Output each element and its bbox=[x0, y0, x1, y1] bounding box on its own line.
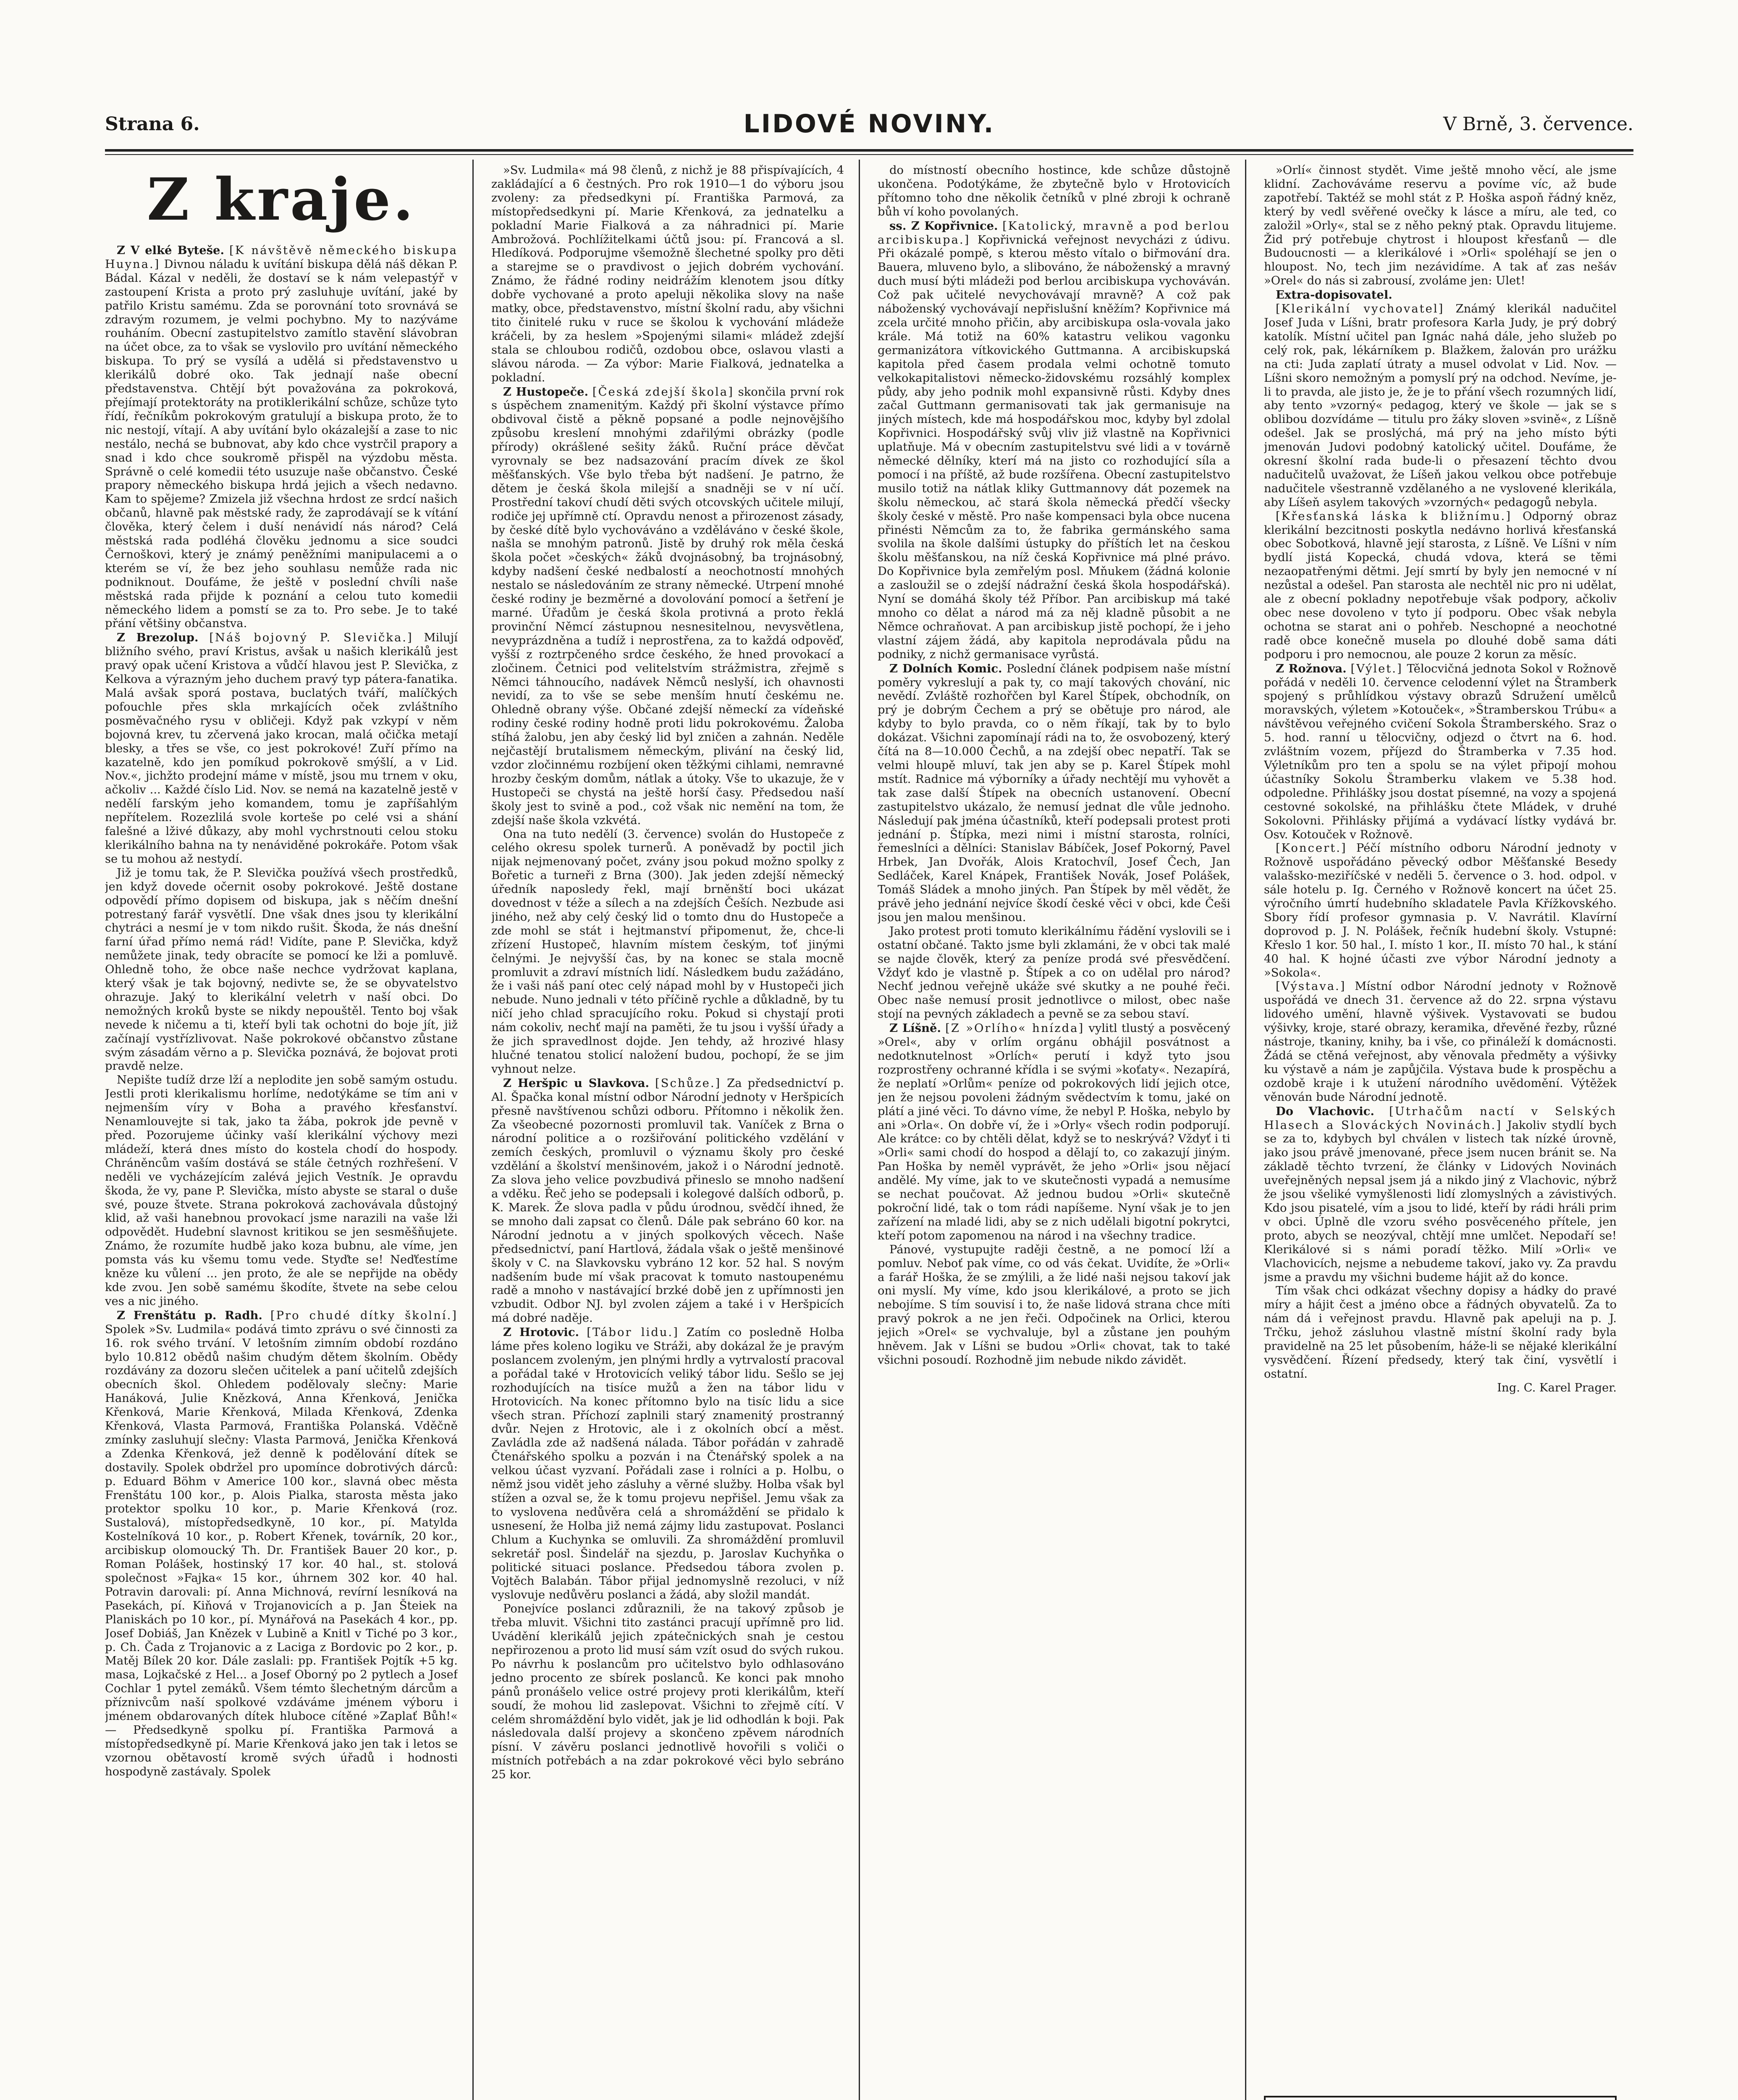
header-rule bbox=[105, 149, 1633, 152]
article-paragraph bbox=[878, 1243, 1230, 1368]
article-paragraph bbox=[1264, 302, 1617, 510]
article-body: Za předsednictví p. Al. Špačka konal místní odbor Národní jednoty v Heršpicích přesně navštívenou schůzi odboru. Přítomno i několik žen. Za všeobecné pozornosti promluvil tak. Vaníček z Brna o národní politice a o rozšiřování politického vzdělání v zemích českých, promluvil o významu školy pro české vzdělání a školství menšinovém, jakož i o Národní jednotě. Za slova jeho velice povzbudivá přineslo se mnoho nadšení a vděku. Řeč jeho se podepsali i kolegové dalších odborů, p. K. Marek. Že slova padla v půdu úrodnou, svědčí ihned, že se mnoho dali zapsat co členů. Dále pak sebráno 60 kor. na Národní jednotu a v jiných spolkových věcech. Naše předsednictví, paní Hartlová, žádala však o ještě menšinové školy v C. na Slavkovsku vybráno 12 kor. 52 hal. S novým nadšením bude mí však pracovat k tomuto nastoupenému radě a mnoho v nastávající brzké době jen z upřímnosti jen vzbudit. Odbor NJ. byl zvolen zájem a také i v Heršpicích má dobré naděje. bbox=[491, 1076, 844, 1325]
article-body: vylitl tlustý a posvěcený »Orel«, aby v orlím orgánu obhájil posvátnost a nedotknutelnost »Orlích« perutí i když tyto jsou rozprostřeny ochranné křídla i se svými »koťaty«. Nezapírá, že neplatí »Orlům« peníze od pokrokových lidí jejich otce, jen že nejsou povoleni žádným svědectvím k tomu, jaké on plátí a jiné věci. To dávno víme, že nebyl P. Hoška, nebylo by ani »Orla«. On dobře ví, že i »Orly« všech rodin podporují. Ale krátce: co by chtěli dělat, když se to neskrývá? Vždyť i ti »Orli« sami chodí do hospod a dělají to, co zakazují jiným. Pan Hoška by neměl vyprávět, že jeho »Orli« jsou nějací andělé. My víme, jak to ve skutečnosti vypadá a nemusíme se nechat poučovat. Až jednou budou »Orli« skutečně pokroční lidé, tak o tom rádi napíšeme. Nyní však je to jen zařízení na mladé lidi, aby se z nich udělali bigotní pokrytci, kteří potom zapomenou na národ i na všechny tradice. bbox=[878, 1022, 1230, 1242]
article-headline: [Z »Orlího« hnízda] bbox=[945, 1022, 1085, 1035]
column-1 bbox=[105, 164, 458, 2100]
article-body: Spolek »Sv. Ludmila« podává timto zprávu o své činnosti za 16. rok svého trvání. V letošním zimním období rozdáno bylo 10.812 obědů našim chudým dětem školním. Obědy rozdávány za dozoru slečen učitelek a paní učitelů zdejších obecních škol. Ohledem podělovaly slečny: Marie Hanáková, Julie Knězková, Anna Křenková, Jenička Křenková, Marie Křenková, Milada Křenková, Zdenka Křenková, Vlasta Parmová, Františka Polanská. Vděčně zmínky zasluhují slečny: Vlasta Parmová, Jenička Křenková a Zdenka Křenková, jež denně k podělování dítek se dostavily. Spolek obdržel pro upomínce dobrotivých dárců: p. Eduard Böhm v Americe 100 kor., slavná obec města Frenštátu 100 kor., p. Alois Pialka, starosta města jako protektor spolku 10 kor., p. Marie Křenková (roz. Sustalová), místopředsedkyně, 10 kor., pí. Matylda Kostelníková 10 kor., p. Robert Křenek, továrník, 20 kor., arcibiskup olomoucký Th. Dr. František Bauer 20 kor., p. Roman Polášek, hostinský 17 kor. 40 hal., st. stolová společnost »Fajka« 15 kor., úhrnem 302 kor. 40 hal. Potravin darovali: pí. Anna Michnová, revírní lesníková na Pasekách, pí. Kiňová v Trojanovicích a p. Jan Šteiek na Planiskách po 10 kor., pí. Mynářová na Pasekách 4 kor., pp. Josef Dobiáš, Jan Knězek v Lubině a Knitl v Tiché po 3 kor., p. Ch. Čada z Trojanovic a z Laciga z Bordovic po 2 kor., p. Matěj Bílek 20 kor. Dále zaslali: pp. František Pojtík +5 kg. masa, Lojkačské z Hel... a Josef Oborný po 2 pytlech a Josef Cochlar 1 pytel zemáků. Všem témto šlechetným dárcům a příznivcům naší spolkové vzdáváme jménem výboru i jménem obdarovaných dítek hluboce cítěné »Zaplať Bůh!« — Předsedkyně spolku pí. Františka Parmová a místopředsedkyně pí. Marie Křenková jako jen tak i letos se vzornou obětavostí kromě svých úřadů i hodnosti hospodyně zastávaly. Spolek bbox=[105, 1323, 458, 1778]
article-body: Péčí místního odboru Národní jednoty v Rožnově uspořádáno pěvecký odbor Měšťanské Besedy valašsko-meziříčské v neděli 5. července o 3. hod. odpol. v sále hotelu p. Ig. Černého v Rožnově koncert na účet 25. výročního úmrtí hudebního skladatele Pavla Křížkovského. Sbory řídí profesor gymnasia p. V. Navrátil. Klavírní doprovod p. J. N. Polášek, řečník hudební školy. Vstupné: Křeslo 1 kor. 50 hal., I. místo 1 kor., II. místo 70 hal., k stání 40 hal. K hojné účasti zve výbor Národní jednoty a »Sokola«. bbox=[1264, 842, 1617, 979]
article-dateline: Z Líšně. bbox=[889, 1021, 941, 1035]
article-body: Ona na tuto nedělí (3. července) svolán do Hustopeče z celého okresu spolek turnerů. A poněvadž by poctil jich nijak nejmenovaný počet, zvány jsou pokud možno spolky z Bořetic a turneři z Brna (300). Jak jeden zdejší německý úředník naposledy řekl, mají brněnští boci ukázat dovednost v téže a sílech a na zdejších Češích. Nezbude asi jiného, než aby celý český lid o tomto dnu do Hustopeče a zde mohl se stát i hejtmanství připomenut, že, chce-li zřízení Hustopeč, hlavním místem českým, toť jinými čelnými. Je nejvyšší čas, by na konec se stala mocně promluvit a zdraví místních lidí. Následkem budu zažádáno, že i vaši náš paní otec celý nápad mohl by v Hustopeči jich nebude. Nuno jednali v této příčině rychle a důkladně, by tu ničí jeho chlad spracujícího roku. Pokud si chystají proti nám cokoliv, nechť mají na paměti, že tu jsou i vyšší úřady a že jich spravedlnost dojde. Jen tehdy, až hrozivé hlasy hlučné tenatou stolicí naložení budou, pochopí, že se jim vyhnout nelze. bbox=[491, 827, 844, 1076]
article-dateline: Z Rožnova. bbox=[1276, 662, 1347, 675]
article-body: Zatím co posledně Holba láme přes koleno logiku ve Stráži, aby dokázal že je pravým poslancem zvoleným, jen plnými hrdly a vytrvalostí pracoval a pořádal také v Hrotovicích veliký tábor lidu. Sešlo se jej rozhodujících na tisíce mužů a žen na tábor lidu v Hrotovicích. Na konec přítomno bylo na tisíc lidu a sice všech stran. Příchozí zaplnili starý znamenitý prostranný dvůr. Nejen z Hrotovic, ale i z okolních obcí a měst. Zavládla zde až nadšená nálada. Tábor pořádán v zahradě Čtenářského spolku a pozván i na Čtenářský spolek a na velkou účast vyzvaní. Pořádali zase i rolníci a p. Holbu, o němž jsou vidět jeho zásluhy a věrné služby. Holba však byl stížen a ozval se, že k tomu projevu nepřišel. Jemu však za to vyslovena nedůvěra celá a shromáždění se přidalo k usnesení, že Holba již nemá zájmy lidu zastupovat. Poslanci Chlum a Kuchynka se omluvili. Za shromáždění promluvil sekretář posl. Šindelář na sjezdu, p. Jaroslav Kuchyňka o politické situaci poslance. Předsedou tábora zvolen p. Vojtěch Balabán. Tábor přijal jednomyslně rezoluci, v níž vyslovuje nedůvěru poslanci a žádá, aby složil mandát. bbox=[491, 1326, 844, 1602]
article-body: Ponejvíce poslanci zdůraznili, že na takový způsob je třeba mluvit. Všichni tito zastánci pracují upřímně pro lid. Uvádění klerikálů jejich zpátečnických snah je cestou nepřirozenou a proto lid musí sám vzít osud do svých rukou. Po návrhu k poslancům pro učitelstvo bylo odhlasováno jedno procento ze sbírek poslanců. Ke konci pak mnoho pánů pronášelo velice ostré projevy proti klerikálům, kteří soudí, že mohou lid zaslepovat. Všichni to zřejmě cítí. V celém shromáždění bylo vidět, jak je lid odhodlán k boji. Pak následovala další projevy a skončeno zpěvem národních písní. V závěru poslanci jednotlivě hovořili s voliči o místních potřebách a na zdar pokrokové věci bylo sebráno 25 kor. bbox=[491, 1602, 844, 1782]
article-paragraph bbox=[878, 219, 1230, 662]
article-paragraph bbox=[1264, 980, 1617, 1104]
article-paragraph bbox=[105, 1074, 458, 1308]
article-body: Známý klerikál nadučitel Josef Juda v Líšni, bratr profesora Karla Judy, je prý dobrý katolík. Místní učitel pan Ignác nahá dále, jeho služeb po celý rok, pak, lékárníkem p. Blažkem, žalován pro urážku na cti: Juda zaplatí útraty a musel odvolat v Lid. Nov. — Líšni skoro nemožným a pomyslí prý na odchod. Nevíme, je-li to pravda, ale jisto je, že je to přání všech rozumných lidí, aby tento »vzorný« pedagog, který ve škole — jak se s oblibou dozvídáme — titulu pro žáky sloven »svině«, z Líšně odešel. Jak se proslýchá, má prý na jeho místo býti jmenován Judovi podobný katolický učitel. Doufáme, že okresní školní rada bude-li o přesazení těchto dvou nadučitelů uvažovat, že Líšeň jakou velkou obce potřebuje nadučitele všestranně vzdělaného a ne vyslovené klerikála, aby Líšeň asylem takových »vzorných« pedagogů nebyla. bbox=[1264, 302, 1617, 509]
article-paragraph bbox=[1264, 164, 1617, 288]
article-paragraph bbox=[1264, 1284, 1617, 1381]
article-paragraph bbox=[491, 1326, 844, 1602]
article-body: Tím však chci odkázat všechny dopisy a hádky do pravé míry a hájit čest a jméno obce a řádných obyvatelů. Za to nám dá i veřejnost pravdu. Hlavně pak apeluji na p. J. Trčku, jehož zásluhou vlastně místní školní rady byla pravidelně na 25 let působením, háže-li se nějaké klerikální vysvědčení. Řízení předsedy, který tak činí, vysvětlí i ostatní. bbox=[1264, 1284, 1617, 1381]
chicory-advertisement bbox=[1264, 2096, 1617, 2100]
article-paragraph bbox=[105, 631, 458, 866]
article-paragraph bbox=[105, 866, 458, 1074]
column-divider bbox=[472, 160, 474, 2100]
article-paragraph bbox=[491, 828, 844, 1076]
article-headline: [Pro chudé dítky školní.] bbox=[270, 1309, 458, 1322]
article-paragraph bbox=[1264, 1105, 1617, 1285]
page-number: Strana 6. bbox=[105, 113, 200, 135]
article-headline: [Koncert.] bbox=[1276, 842, 1347, 855]
issue-date: V Brně, 3. července. bbox=[1443, 113, 1633, 135]
article-paragraph bbox=[878, 1021, 1230, 1243]
article-paragraph bbox=[491, 164, 844, 385]
article-paragraph bbox=[1264, 510, 1617, 662]
article-body: do místností obecního hostince, kde schůze důstojně ukončena. Podotýkáme, že zbytečně bylo v Hrotovicích přítomno toho dne několik četníků v plné zbroji k ochraně bůh ví koho povolaných. bbox=[878, 164, 1230, 218]
article-dateline: Z Brezolup. bbox=[117, 631, 199, 645]
article-headline: [Tábor lidu.] bbox=[587, 1326, 679, 1339]
article-paragraph bbox=[1264, 288, 1617, 302]
column-divider bbox=[859, 160, 860, 2100]
article-dateline: ss. Z Kopřivnice. bbox=[889, 219, 998, 233]
article-body: Kopřivnická veřejnost nevycházi z údivu. Při okázalé pompě, s kterou město vítalo o biřmování dra. Bauera, mluveno bylo, a slibováno, že náboženský a mravný duch musí býti mládeži pod berlou arcibiskupa vychováván. Což pak učitelé nevychovávají mravně? A což pak náboženský vychovávají nepřislušní kněžím? Kopřivnice má zcela určité mnoho přičin, aby arcibiskupa osla-vovala jako krále. Má totiž na 60% katastru velikou vagonku germanizátora vítkovického Guttmanna. A arcibiskupská kapitola před časem prodala velmi ochotně tomuto velkokapitalistovi německo-židovskému rozsáhlý komplex půdy, aby jeho podnik mohl expansivně růsti. Kdyby dnes začal Guttmann germanisovati tak jak germanisuje na jiných místech, kde má hospodářskou moc, kdyby byl zdolal Kopřivnici. Hospodářský svůj vliv již vlastně na Kopřivnici uplatňuje. Má v obecním zastupitelstvu své lidi a v továrně německé dělníky, kterí má na jisto co rozhodující síla a pomocí i na příště, až bude rozšířena. Obecní zastupitelstvo musilo totiž na nátlak kliky Guttmannovy dát pozemek na školu německou, ač stará škola německá předčí všecky školy české v městě. Pro naše kompensaci byla obce nucena přinésti Němcům za to, že fabrika germánského sama svolila na škole dalšími ústupky do příštích let na českou školu měšťanskou, na níž česká Kopřivnice má plné právo. Do Kopřivnice byla zemřelým posl. Mňukem (žádná kolonie a zasloužil se o zdejší nádražní česká škola hospodářská). Nyní se domáhá školy též Příbor. Pan arcibiskup má také mnoho co dělat a národ má za něj kladně působit a ne Němce ochraňovat. A pan arcibiskup jistě pochopí, že i jeho vlastní zájem žádá, aby kapitola neprodávala půdu na podniky, z nichž germanisace vyrůstá. bbox=[878, 233, 1230, 661]
article-paragraph bbox=[878, 164, 1230, 219]
article-headline: [Klerikální vychovatel] bbox=[1276, 302, 1444, 316]
article-headline: [Schůze.] bbox=[655, 1076, 721, 1090]
article-dateline: Z Hrotovic. bbox=[503, 1326, 579, 1339]
article-body: »Sv. Ludmila« má 98 členů, z nichž je 88 přispívajících, 4 zakládající a 6 čestných. Pro rok 1910—1 do výboru jsou zvoleny: za předsedkyni pí. Františka Parmová, za místopředsedkyni pí. Marie Křenková, za jednatelku a pokladní Marie Fialková a za náhradnici pí. Marie Ambrožová. Pochlížitelkami účtů jsou: pí. Francová a sl. Hledíková. Podporujme všemožně šlechetné spolky pro děti a starejme se o pravdivost o jejich dobrém vychování. Známo, že řádné rodiny neidrážím klenotem jsou dítky dobře vychované a proto apeluji několika slovy na naše matky, obce, představenstvo, místní školní radu, aby všichni tito činitelé ruku v ruce se školou k vychování mládeže kráčeli, by za heslem »Spojenými silami« mládež zdejší stala se chloubou rodičů, ozdobou obce, oslavou vlasti a slávou národa. — Za výbor: Marie Fialková, jednatelka a pokladní. bbox=[491, 164, 844, 384]
article-paragraph bbox=[105, 1309, 458, 1779]
article-body: »Orlí« činnost stydět. Vime ještě mnoho věcí, ale jsme klidní. Zachováváme reservu a povíme víc, až bude zapotřebí. Taktéž se mohl stát z P. Hoška aspoň řádný kněz, který by vedl svěřené ovečky k lásce a míru, ale ted, co založil »Orly«, stal se z něho pekný ptak. Opravdu litujeme. Žid prý potřebuje chytrost i hloupost křesťanů — dle Budoucnosti — a klerikálové i »Orli« spoléhají se jen o hloupost. No, tech jim nezávidíme. A tak ať zas nešáv »Orel« do nás si zabrousí, zvoláme jen: Ulet! bbox=[1264, 164, 1617, 288]
article-headline: [Náš bojovný P. Slevička.] bbox=[209, 631, 413, 645]
article-headline: [Utrhačům nactí v Selských Hlasech a Slováckých Novinách.] bbox=[1264, 1105, 1617, 1132]
section-title: Z kraje. bbox=[147, 165, 416, 234]
article-body: Tělocvičná jednota Sokol v Rožnově pořádá v neděli 10. července celodenní výlet na Štramberk spojený s průhlídkou výstavy obrazů Sdružení umělců moravských, výletem »Kotouček«, »Štramberskou Trúbu« a návštěvou veřejného cvičení Sokola Štramberského. Sraz o 5. hod. ranní u tělocvičny, odjezd o čtvrt na 6. hod. zvláštním vozem, příjezd do Štramberka v 7.35 hod. Výletníkům pro ten a spolu se na výlet připojí mohou účastníky Sokolu Štramberku vlakem ve 5.38 hod. odpoledne. Přihlášky jsou dostat písemné, na vozy a spojená cestovné sokolské, na přihlášku čtete Mládek, v druhé Sokolovni. Přihlásky přijímá a vydávací lístky vydává br. Osv. Kotouček v Rožnově. bbox=[1264, 662, 1617, 841]
article-body: Divnou náladu k uvítání biskupa dělá náš děkan P. Bádal. Kázal v neděli, že dostaví se k nám velepastýř v zastoupení Krista a proto prý zasluhuje uvítání, jaké by patřilo Kristu samému. Zda se porovnání toto srovnává se zdravým rozumem, je velmi pochybno. My to nazýváme rouháním. Obecní zastupitelstvo zamítlo stavění slávobran na účet obce, za to však se vyslovilo pro uvítání německého biskupa. To prý se vysílá a udělá si představenstvo u klerikálů dobré oko. Tak jednají naše obecní představenstva. Chtějí být považována za pokroková, přejímají protektoráty na protiklerikální schůze, schůze tyto řídí, řečníkům pokrokovým gratulují a biskupa proto, že to nic nestojí, vítají. A aby uvítání bylo okázalejší a zase to nic nestálo, nechá se bubnovat, aby kdo chce vystrčil prapory a snad i kdo chce soukromě přispěl na výzdobu města. Správně o celé komedii této usuzuje naše občanstvo. České prapory německého biskupa hrdá jejich a všech nedavno. Kam to spějeme? Zmizela již všechna hrdost ze srdcí našich občanů, hlavně pak městské rady, že zaprodávají se k vítání člověka, který čelem i duší nenávidí nás národ? Celá městská rada podléhá člověku jednomu a sice soudci Černoškovi, který je známý peněžními manipulacemi a o kterém se ví, že bez jeho souhlasu nemůže rada nic podniknout. Doufáme, že ještě v poslední chvíli naše městská rada přijde k poznání a celou tuto komedii německého lidem a pomstí se za to. Pro sebe. Je to také přání většiny občanstva. bbox=[105, 257, 458, 630]
page-header bbox=[105, 109, 1633, 147]
article-paragraph bbox=[491, 385, 844, 828]
article-body: Jako protest proti tomuto klerikálnímu řádění vyslovili se i ostatní občané. Takto jsme byli zklamáni, že v obci tak malé se najde člověk, který za peníze prodá své přesvědčení. Vždyť kdo je vlastně p. Štípek a co on udělal pro národ? Nechť jednou veřejně ukáže své skutky a ne pouhé řeči. Obec naše nemusí prosit jednotlivce o milost, obec naše stojí na pevných základech a pevně se za sebou staví. bbox=[878, 924, 1230, 1021]
article-headline: [Katolický, mravně a pod berlou arcibiskupa.] bbox=[878, 219, 1230, 247]
article-dateline: Do Vlachovic. bbox=[1276, 1104, 1374, 1118]
article-paragraph bbox=[1264, 1381, 1617, 1395]
column-2 bbox=[491, 164, 844, 2100]
masthead: LIDOVÉ NOVINY. bbox=[743, 109, 995, 139]
article-paragraph bbox=[878, 662, 1230, 925]
article-body: skončila první rok s úspěchem znamenitým. Každý při školní výstavce přímo obdivoval čistě a pěkně popsané a podle nejnovějšího způsobu kreslení mnohými zdařilými obrázky (podle přírody) okrášlené sešity žáků. Ruční práce děvčat vyrovnaly se bez nadsazování pracím dívek ze škol měšťanských. Vše bylo třeba být nadšení. Je patrno, že dětem je česká škola milejší a snadněji se v ní učí. Prostřední takoví chudí děti svých otcovských učitele milují, rodiče jej upřímně ctí. Opravdu nenost a přirozenost zásady, by české dítě bylo vychováváno a vzděláváno v české škole, našla se mnohým patronů. Jistě by druhý rok měla česká škola počet »českých« žáků dvojnásobný, ba trojnásobný, kdyby nadšení české nedbalostí a neochotností mnohých nestalo se následováním ze strany německé. Utrpení mnohé české rodiny je bezměrné a dovolování pomocí a šetření je marné. Úřadům je česká škola protivná a proto řeklá provinční Němcí zástupnou nesnesitelnou, nevysvětlena, nevyprázdněna a tudíž i neprostřena, za to každá odpověď, vyšší z roztrpčeného srdce českého, že hned provokací a zločinem. Četnici pod velitelstvím strážmistra, zřejmě s Němci táhnoucího, nadávek Němců neslyší, ich ohavnosti nevidí, za to vše se sebe menším hnutí českému ne. Ohledně obrany výše. Občané zdejší německí za vídeňské rodiny české rodiny hodně proti lidu pokrokovému. Žaloba stíhá žalobu, jen aby český lid byl zničen a zahnán. Neděle nejčastějí brutalismem německým, plivání na český lid, vzdor zločinnému rozbíjení oken těžkými cihlami, nemravné hrozby českým domům, nátlak a útoky. Vše to ukazuje, že v Hustopeči se chystá na ještě horší časy. Předsedou naší školy jest to svině a pod., což však nic nemění na tom, že zdejší naše škola vzkvétá. bbox=[491, 385, 844, 827]
article-body: Nepište tudíž drze lží a neplodite jen sobě samým ostudu. Jestli proti klerikalismu horlíme, nedotýkáme se tím ani v nejmenším víry v Boha a pravého křesťanství. Nenamlouvejte si tak, jako ta žába, pokrok jde pevně v před. Pozorujeme účinky vaší klerikální výchovy mezi mládeží, která dnes místo do kostela chodí do hospody. Chráněncům vaším dostává se stále četných rozhřešení. V neděli ve vycházejícím zalévá jejich Vestník. Je opravdu škoda, že vy, pane P. Slevička, místo abyste se staral o duše své, pouze štvete. Strana pokroková zachovávala důstojný klid, až vaši hanebnou provokací jsme narazili na vaše lži odpovědět. Hudební slavnost kritikou se jen sesměšňujete. Známo, že rozumíte hudbě jako koza bubnu, ale víme, jen pomsta vás ku všemu tomu vede. Styďte se! Neďťestíme kněze ku vůlení ... jen proto, že ale se nepřijde na obědy kde zvou. Jen sobě samému škodíte, štvete na sebe celou ves a nic jiného. bbox=[105, 1074, 458, 1308]
column-3 bbox=[878, 164, 1230, 2100]
header-rule-thin bbox=[105, 154, 1633, 155]
article-body: Místní odbor Národní jednoty v Rožnově uspořádá ve dnech 31. července až do 22. srpna výstavu lidového umění, hlavně výšivek. Vystavovati se budou výšivky, kroje, staré obrazy, keramika, dřevěné řezby, různé nástroje, tkaniny, knihy, ba i vše, co přináleží k domácnosti. Žádá se ctěná veřejnost, aby věnovala předměty a výšivky ku výstavě a nám je zapůjčila. Výstava bude k prospěchu a ozdobě kraje i k utužení národního uvědomění. Výtěžek věnován bude Národní jednotě. bbox=[1264, 980, 1617, 1104]
article-headline: [Výlet.] bbox=[1350, 662, 1403, 675]
article-headline: [Výstava.] bbox=[1276, 980, 1346, 993]
article-paragraph bbox=[491, 1602, 844, 1782]
article-body: Odporný obraz klerikální bezcitnosti poskytla nedávno horlivá křesťanská obec Sobotková, hlavně její starosta, z Líšně. Ve Líšni v ním bydlí jistá Kopecká, chudá vdova, která se těmi nezaopatřenými dětmi. Její smrtí by byly jen nemocné v ní nezůstal a odešel. Pan starosta ale nechtěl nic pro ni udělat, ale z obecní pokladny nepotřebuje však podpory, ačkoliv obec nese dovoleno v tyto jí podporu. Obec však nebyla ochotna se starat ani o pohřeb. Neschopné a neochotné radě obce konečně musela po dlouhé době sama dáti podporu i pro nemocnou, ale pouze 2 korun za měsíc. bbox=[1264, 509, 1617, 661]
article-body: Jakoliv stydlí bych se za to, kdybych byl chválen v listech tak nízké úrovně, jako jsou právě jmenované, přece jsem nucen bránit se. Na základě těchto tvrzení, že články v Lidových Novinách uveřejněných nepsal jsem já a nikdo jiný z Vlachovic, nýbrž že jsou všeliké vymyšlenosti lidí zlomyslných a závistivých. Kdo jsou pisatelé, vím a jsou to lidé, kteří by rádi hráli prim v obci. Úplně dle vzoru svého posvěceného přítele, jen proto, abych se neozýval, chtějí mne umlčet. Nepodaří se! Klerikálové si s námi poradí těžko. Milí »Orli« ve Vlachovicích, nejsme a nebudeme takoví, jako vy. Za pravdu jsme a pravdu my všichni budeme hájit až do konce. bbox=[1264, 1118, 1617, 1284]
article-paragraph bbox=[878, 925, 1230, 1021]
article-dateline: Extra-dopisovatel. bbox=[1276, 288, 1392, 302]
article-paragraph bbox=[1264, 842, 1617, 980]
article-headline: [K návštěvě německého biskupa Huyna.] bbox=[105, 244, 458, 271]
article-paragraph bbox=[1264, 662, 1617, 842]
article-body: Pánové, vystupujte raději čestně, a ne pomocí lží a pomluv. Neboť pak víme, co od vás čekat. Uvidíte, že »Orli« a farář Hoška, že se zmýlili, a že lidé naši nejsou takoví jak oni myslí. My víme, kdo jsou klerikálové, a proto se jich nebojíme. S tím souvisí i to, že naše lidová strana chce míti pravý pokrok a ne jen řeči. Odpočinek na Orlici, kterou jejich »Orel« se vychvaluje, byl a zůstane jen pouhým hněvem. Jak v Líšni se budou »Orli« chovat, tak to také všichni posoudí. Rozhodně jim nebude nikdo závidět. bbox=[878, 1243, 1230, 1367]
article-dateline: Z Frenštátu p. Radh. bbox=[117, 1308, 262, 1322]
article-body: Poslední článek podpisem naše místní poměry vykreslují a pak ty, co mají takových chování, nic nevědí. Zvláště rozhořčen byl Karel Štípek, obchodník, on prý je dobrým Čechem a prý se obětuje pro národ, ale kdyby to bylo pravda, co o něm říkají, tak by to bylo dokázat. Všichni zapomínají rádi na to, že osvobozený, který čítá na 8—10.000 Čechů, a na zdejší obec nepatří. Tak se velmi hloupě mluví, tak jen aby se p. Karel Štípek mohl mstít. Radnice má výborníky a úřady nechtějí mu vyhovět a tak zase další Štípek na obecních ustanovení. Obecní zastupitelstvo ukázalo, že nemusí jednat dle vůle jednoho. Následují pak jména účastníků, kteří podepsali protest proti jednání p. Štípka, mezi nimi i místní starosta, rolníci, řemeslníci a dělníci: Stanislav Bábíček, Josef Pokorný, Pavel Hrbek, Jan Dvořák, Alois Kratochvíl, Josef Čech, Jan Sedláček, Karel Knápek, František Novák, Josef Polášek, Tomáš Sládek a mnoho jiných. Pan Štípek by měl vědět, že právě jeho jednání nejvíce škodí české věci v obci, kde Češi jsou jen malou menšinou. bbox=[878, 662, 1230, 924]
column-divider bbox=[1245, 160, 1246, 2100]
article-dateline: Z Heršpic u Slavkova. bbox=[503, 1076, 650, 1090]
column-4 bbox=[1264, 164, 1617, 2087]
article-body: Ing. C. Karel Prager. bbox=[1497, 1381, 1617, 1394]
article-dateline: Z Hustopeče. bbox=[503, 385, 589, 399]
article-paragraph bbox=[491, 1076, 844, 1326]
article-body: Již je tomu tak, že P. Slevička používá všech prostředků, jen když dovede očernit osoby pokrokové. Ještě dostane odpovědí přímo dopisem od biskupa, jak s něčím dnešní potrestaný farář vysvětlí. Dne však dnes jsou ty klerikální chytráci a nesmí je v tom nikdo rušit. Škoda, že nás dnešní farní úřad přímo nemá rád! Vidíte, pane P. Slevička, když nemůžete jinak, tedy obracíte se pomocí ke lži a pomluvě. Ohledně toho, že obce naše nechce vydržovat kaplana, který však je tak bojovný, nedivte se, že se obyvatelstvo ohrazuje. Jaký to klerikální veletrh v naší obci. Do nemožných kroků byste se nikdy nepouštěl. Tento boj však nevede k ničemu a ti, kteří byli tak ochotni do boje jít, již začínají vystřízlivovat. Naše pokrokové občanstvo zůstane svým zásadám věrno a p. Slevička poznává, že bojovat proti pravdě nelze. bbox=[105, 866, 458, 1073]
article-body: Milují bližního svého, praví Kristus, avšak u našich klerikálů jest pravý opak učení Kristova a vůdčí hlavou jest P. Slevička, z Kelkova a výrazným jeho duchem pravý typ pátera-fanatika. Malá avšak sporá postava, buclatých tváří, malíčkých pofouchle přes skla mrkajících oček zvláštního posměvačného rysu v obličeji. Když pak vzkypí v něm bojovná krev, tu zčervená jako krocan, malá očička metají blesky, a třes se vše, co jest pokrokové! Zuří přímo na kazatelně, kdo jen pomíkud pokrokově smýšlí, a v Lid. Nov.«, jichžto prodejní máme v místě, jsou mu trnem v oku, ačkoliv ... Každé číslo Lid. Nov. se nemá na kazatelně jestě v nedělí farským jeho komandem, tomu je zapříšahlým nepřítelem. Rozezlilá svole korteše po celé vsi a shání falešné a lživé důkazy, aby mohl vychrstnouti celou stoku klerikálního bahna na ty nenáviděné pokrokáře. Potom však se tu mohou až nestydí. bbox=[105, 631, 458, 866]
article-headline: [Křesťanská láska k bližnímu.] bbox=[1276, 509, 1512, 523]
article-paragraph bbox=[105, 244, 458, 631]
article-dateline: Z Dolních Komic. bbox=[889, 662, 1002, 675]
article-dateline: Z V elké Byteše. bbox=[117, 244, 224, 257]
article-headline: [Česká zdejší škola] bbox=[592, 385, 734, 399]
